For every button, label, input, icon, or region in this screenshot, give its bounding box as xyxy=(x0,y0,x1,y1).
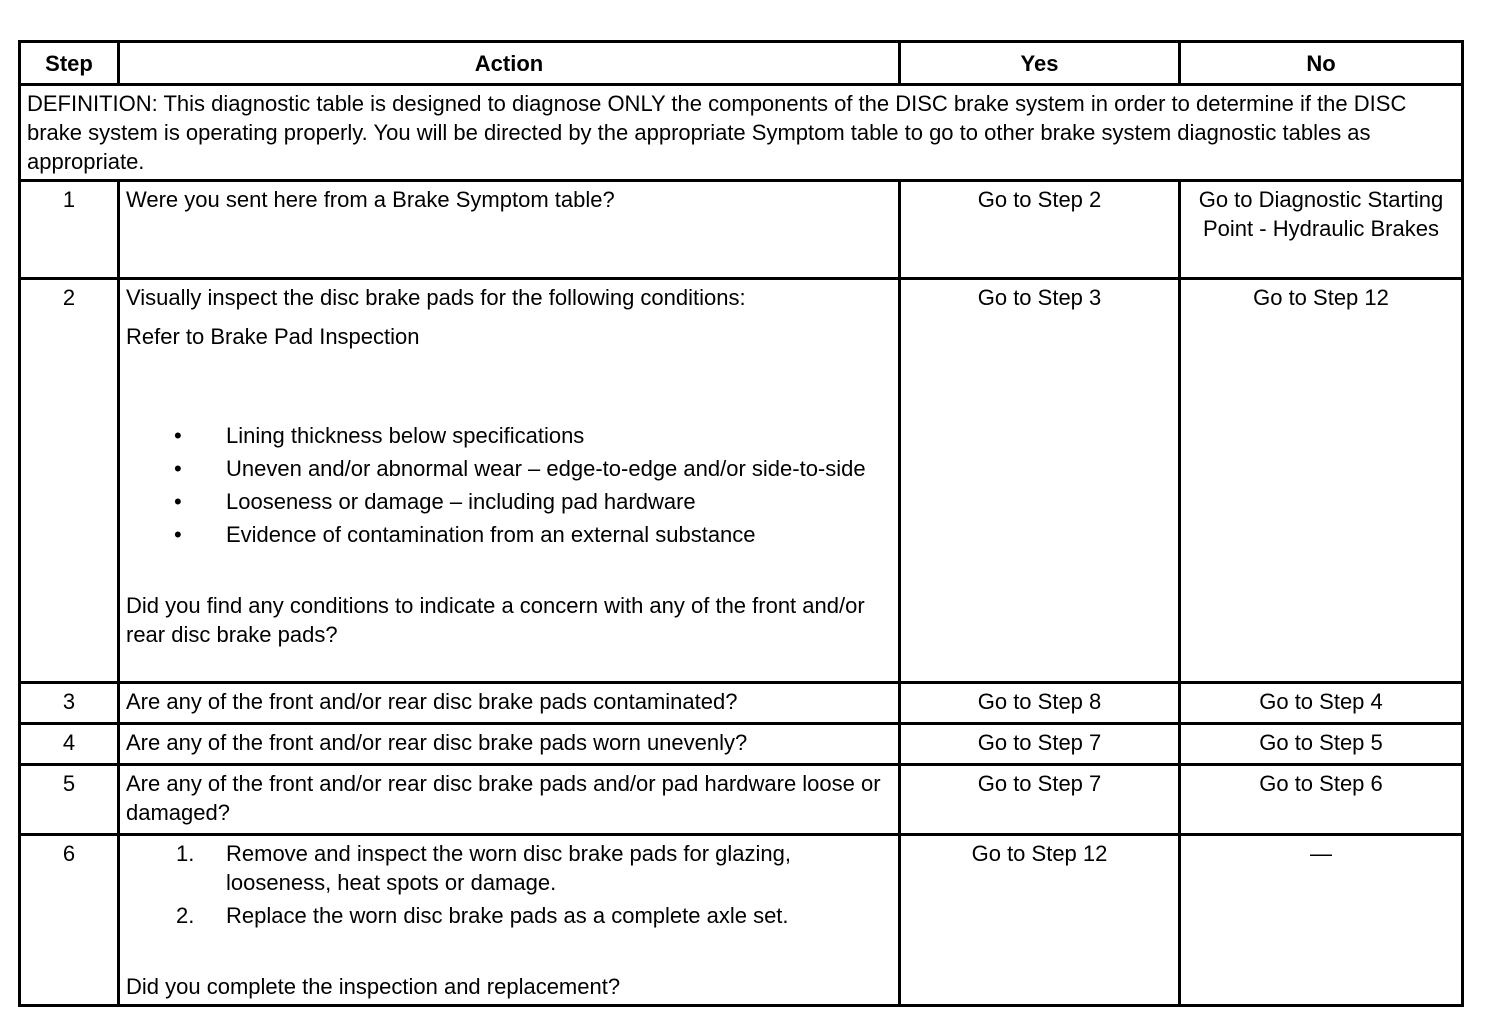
header-action: Action xyxy=(119,42,900,85)
condition-list xyxy=(126,421,892,549)
step-yes: Go to Step 2 xyxy=(900,181,1180,279)
table-row xyxy=(20,724,1463,765)
step-yes: Go to Step 7 xyxy=(900,724,1180,765)
list-number: 1. xyxy=(176,841,195,866)
bullet-icon: • xyxy=(174,522,182,547)
step-question: Did you find any conditions to indicate a concern with any of the front and/or rear disc brake pads? xyxy=(126,593,865,647)
diagnostic-table xyxy=(18,40,1464,1007)
table-row xyxy=(20,181,1463,279)
list-item: 1. Remove and inspect the worn disc brake pads for glazing, looseness, heat spots or damage. xyxy=(176,841,791,895)
definition-row xyxy=(20,85,1463,181)
step-action xyxy=(119,279,900,683)
bullet-icon: • xyxy=(174,489,182,514)
step-no: Go to Diagnostic Starting Point - Hydraulic Brakes xyxy=(1180,181,1463,279)
header-yes: Yes xyxy=(900,42,1180,85)
step-yes: Go to Step 3 xyxy=(900,279,1180,683)
step-no: Go to Step 6 xyxy=(1180,765,1463,835)
step-action: Are any of the front and/or rear disc brake pads contaminated? xyxy=(119,683,900,724)
step-yes: Go to Step 7 xyxy=(900,765,1180,835)
step-question: Did you complete the inspection and replacement? xyxy=(126,974,621,999)
step-no: — xyxy=(1180,835,1463,1006)
list-number: 2. xyxy=(176,903,195,928)
bullet-icon: • xyxy=(174,456,182,481)
procedure-list xyxy=(126,839,892,930)
step-number: 3 xyxy=(20,683,119,724)
header-no: No xyxy=(1180,42,1463,85)
step-intro: Visually inspect the disc brake pads for the following conditions: xyxy=(126,285,746,310)
list-item: • Evidence of contamination from an external substance xyxy=(174,522,756,547)
definition-text: DEFINITION: This diagnostic table is designed to diagnose ONLY the components of the DISC brake system in order to determine if the DISC brake system is operating properly. You will be directed by the appropriate Symptom table to go to other brake system diagnostic tables as appropriate. xyxy=(20,85,1463,181)
step-number: 2 xyxy=(20,279,119,683)
step-no: Go to Step 4 xyxy=(1180,683,1463,724)
table-row xyxy=(20,765,1463,835)
header-row xyxy=(20,42,1463,85)
bullet-icon: • xyxy=(174,423,182,448)
step-action: Are any of the front and/or rear disc brake pads worn unevenly? xyxy=(119,724,900,765)
list-item: • Looseness or damage – including pad hardware xyxy=(174,489,696,514)
step-action: Are any of the front and/or rear disc brake pads and/or pad hardware loose or damaged? xyxy=(119,765,900,835)
step-no: Go to Step 5 xyxy=(1180,724,1463,765)
step-number: 6 xyxy=(20,835,119,1006)
step-yes: Go to Step 12 xyxy=(900,835,1180,1006)
list-item: • Lining thickness below specifications xyxy=(174,423,585,448)
table-row xyxy=(20,683,1463,724)
list-item: • Uneven and/or abnormal wear – edge-to-edge and/or side-to-side xyxy=(174,456,866,481)
header-step: Step xyxy=(20,42,119,85)
step-no: Go to Step 12 xyxy=(1180,279,1463,683)
step-number: 4 xyxy=(20,724,119,765)
step-yes: Go to Step 8 xyxy=(900,683,1180,724)
step-action: Were you sent here from a Brake Symptom table? xyxy=(119,181,900,279)
step-action xyxy=(119,835,900,1006)
table-row xyxy=(20,279,1463,683)
step-number: 1 xyxy=(20,181,119,279)
step-reference: Refer to Brake Pad Inspection xyxy=(126,324,420,349)
step-number: 5 xyxy=(20,765,119,835)
list-item: 2. Replace the worn disc brake pads as a complete axle set. xyxy=(176,903,789,928)
table-row xyxy=(20,835,1463,1006)
